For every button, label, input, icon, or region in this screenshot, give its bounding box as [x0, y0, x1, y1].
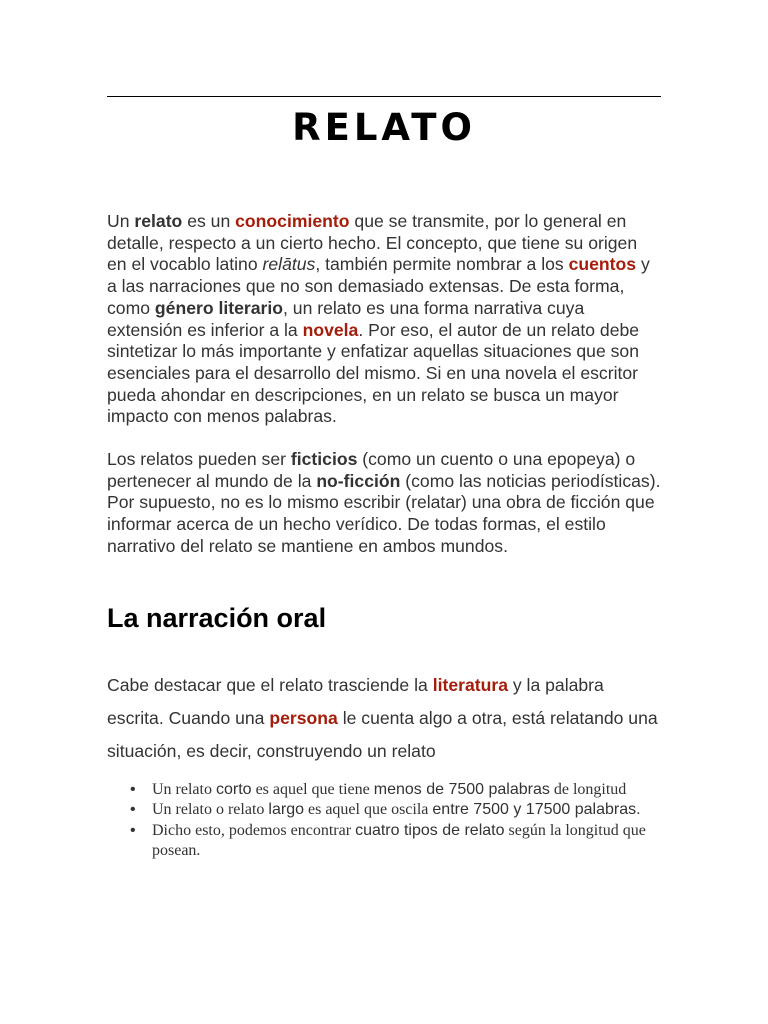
link-cuentos[interactable]: cuentos — [568, 254, 637, 275]
text: corto — [215, 781, 252, 798]
bold-term-relato: relato — [134, 211, 183, 231]
text: Dicho esto, podemos encontrar — [152, 821, 356, 839]
list-item — [130, 780, 661, 800]
link-novela[interactable]: novela — [302, 319, 359, 340]
text: le cuenta algo a otra, está relatando una situación, es decir, construyendo un relato — [107, 708, 658, 761]
section-paragraph — [107, 669, 661, 768]
link-conocimiento[interactable]: conocimiento — [235, 211, 350, 231]
text: (como un cuento o una epopeya) o pertenecer al mundo de la — [107, 449, 636, 491]
bullet-icon: • — [130, 821, 136, 839]
bold-term-ficticios: ficticios — [290, 449, 358, 469]
text: , también permite nombrar a los — [315, 254, 569, 275]
text: es aquel que oscila — [303, 801, 433, 819]
text: Un relato — [152, 781, 216, 798]
text: (como las noticias periodísticas). Por supuesto, no es lo mismo escribir (relatar) una obra de ficción que informar acerca de un hecho verídico. De todas formas, el estilo narrativo del relato se mantiene en ambos mundos. — [107, 470, 661, 556]
text: Los relatos pueden ser — [107, 449, 291, 469]
text: Un — [107, 211, 135, 231]
text: , un relato es una forma narrativa cuya extensión es inferior a la — [107, 297, 585, 340]
text: que se transmite, por lo general en detalle, respecto a un cierto hecho. El concepto, que tiene su origen en el vocablo latino — [107, 211, 638, 275]
bold-term-genero-literario: género literario — [154, 297, 284, 318]
text: . Por eso, el autor de un relato debe sintetizar lo más importante y enfatizar aquellas situaciones que son esenciales para el desarrollo del mismo. Si en una novela el escritor pueda ahondar en descripciones, en un relato se busca un mayor impacto con menos palabras. — [107, 319, 640, 427]
text: y a las narraciones que no son demasiado extensas. De esta forma, como — [107, 254, 650, 318]
link-persona[interactable]: persona — [269, 708, 338, 728]
page-title: RELATO — [292, 106, 476, 149]
length-list — [107, 780, 661, 861]
text: es un — [182, 211, 236, 231]
section-heading: La narración oral — [107, 603, 327, 633]
text: Un relato o relato — [152, 801, 269, 819]
list-item — [130, 800, 661, 820]
intro-paragraph — [107, 211, 661, 428]
bullet-icon: • — [130, 801, 136, 819]
bullet-icon: • — [130, 781, 136, 798]
list-item — [130, 821, 661, 862]
text: Cabe destacar que el relato trasciende la — [107, 675, 433, 695]
text: es aquel que tiene — [251, 781, 374, 798]
second-paragraph — [107, 449, 661, 558]
text: largo — [268, 801, 304, 819]
italic-term-relatus: relātus — [262, 254, 316, 275]
bold-term-no-ficcion: no-ficción — [316, 470, 401, 491]
text: de longitud — [549, 781, 627, 798]
text: cuatro tipos de relato — [355, 821, 505, 839]
text: según la longitud que posean. — [152, 821, 646, 859]
text: entre 7500 y 17500 palabras. — [432, 801, 641, 819]
link-literatura[interactable]: literatura — [432, 675, 508, 695]
text: y la palabra escrita. Cuando una — [107, 675, 604, 728]
header-divider — [107, 96, 661, 97]
text: menos de 7500 palabras — [373, 781, 550, 798]
